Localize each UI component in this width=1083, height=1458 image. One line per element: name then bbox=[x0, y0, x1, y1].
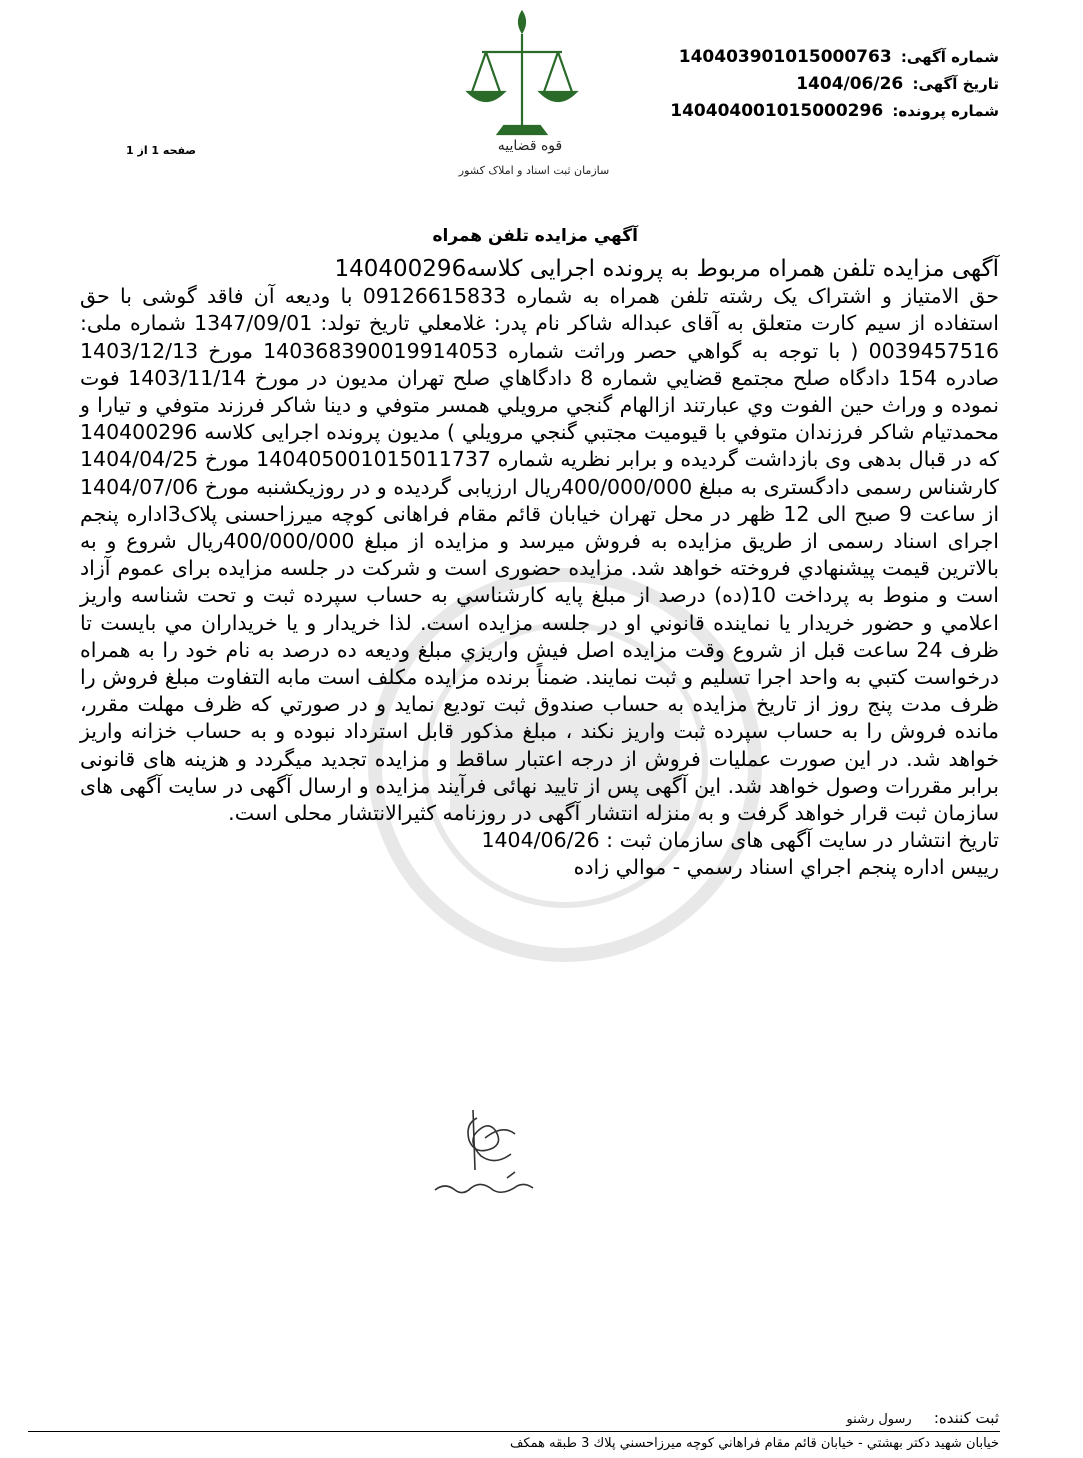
registrar-label: ثبت کننده: bbox=[933, 1409, 999, 1427]
notice-number-row bbox=[599, 44, 999, 71]
emblem-caption-2: سازمان ثبت اسناد و املاک کشور bbox=[458, 164, 610, 177]
case-number-row bbox=[599, 98, 999, 125]
body-signatory: ريیس اداره پنجم اجراي اسناد رسمي - موالي زاده bbox=[573, 855, 999, 880]
footer-divider bbox=[28, 1431, 1000, 1432]
notice-number-value: 14040390101500076‎3 bbox=[678, 47, 892, 67]
case-number-value: 140404001015000296 bbox=[670, 101, 884, 121]
notice-meta bbox=[599, 44, 999, 125]
registrar-line bbox=[846, 1409, 999, 1427]
emblem-caption-1: قوه قضاییه bbox=[497, 138, 563, 154]
handwritten-signature bbox=[415, 1098, 565, 1213]
notice-date-row bbox=[599, 71, 999, 98]
body-intro: آگهی مزایده تلفن همراه مربوط به پرونده اجرایی کلاسه140400296 bbox=[334, 256, 999, 282]
body-main: حق الامتیاز و اشتراک یک رشته تلفن همراه به شماره 09126615833 با ودیعه آن فاقد گوشی با حق استفاده از سیم کارت متعلق به آقای عبداله شاکر نام پدر: غلامعلي تاریخ تولد: 1347/09/01 شماره ملی: 0039457516 ( با توجه به گواهي حصر وراثت شماره 140368390019914053 مورخ 1403/12/13 صادره 154 دادگاه صلح مجتمع قضايي شماره 8 دادگاهاي صلح تهران مديون در مورخ 1403/11/14 فوت نموده و وراث حين الفوت وي عبارتند ازالهام گنجي مرويلي همسر متوفي و دينا شاكر فرزند متوفي و تيارا و محمدتيام شاكر فرزندان متوفي با قيوميت مجتبي گنجي مرويلي ) مدیون پرونده اجرایی کلاسه 140400296 که در قبال بدهی وی بازداشت گردیده و برابر نظریه شماره 140405001015011737 مورخ 1404/04/25 کارشناس رسمی دادگستری به مبلغ 400/000/000ریال ارزیابی گردیده و در روزیکشنبه مورخ 1404/07/06 از ساعت 9 صبح الی 12 ظهر در محل تهران خیابان قائم مقام فراهانی کوچه میرزاحسنی پلاک3اداره پنجم اجرای اسناد رسمی از طریق مزایده به فروش میرسد و مزایده از مبلغ 400/000/000ریال شروع و به بالاترین قیمت پیشنهادي فروخته خواهد شد. مزایده حضوری است و شرکت در جلسه مزایده برای عموم آزاد است و منوط به پرداخت 10(ده) درصد از مبلغ پایه کارشناسي به حساب سپرده ثبت و تحت شناسه واريز اعلامي و حضور خريدار يا نماينده قانوني او در جلسه مزايده است. لذا خريدار و يا خريداران مي بايست تا ظرف 24 ساعت قبل از شروع وقت مزايده اصل فيش واريزي مبلغ وديعه ده درصد به نام خود را به همراه درخواست كتبي به واحد اجرا تسليم و ثبت نمايند. ضمناً برنده مزايده مكلف است مابه التفاوت مبلغ فروش را ظرف مدت پنج روز از تاريخ مزايده به حساب صندوق ثبت توديع نمايد و در صورتي كه ظرف مهلت مقرر، مانده فروش را به حساب سپرده ثبت واريز نكند ، مبلغ مذكور قابل استرداد نبوده و به حساب خزانه واريز خواهد شد. در این صورت عملیات فروش از درجه اعتبار ساقط و مزایده تجدید میگردد و هزینه های قانونی برابر مقررات وصول خواهد شد. این آگهی پس از تایید نهائی فرآیند مزایده و ارسال آگهی در سایت آگهی های سازمان ثبت قرار خواهد گرفت و به منزله انتشار آگهی در روزنامه کثیرالانتشار محلی است. bbox=[80, 284, 1000, 826]
notice-date-label: تاریخ آگهی: bbox=[912, 75, 999, 93]
document-title: آگهي مزايده تلفن همراه bbox=[432, 226, 638, 246]
case-number-label: شماره پرونده: bbox=[892, 102, 999, 120]
footer-address: خيابان شهيد دكتر بهشتي - خيابان قائم مقام فراهاني كوچه ميرزاحسني پلاك 3 طبقه همكف bbox=[509, 1436, 999, 1451]
page-indicator: صفحه 1 از 1 bbox=[126, 144, 197, 157]
body-publication-date: تاریخ انتشار در سایت آگهی های سازمان ثبت : 1404/06/26 bbox=[481, 828, 999, 853]
registrar-name: رسول رشنو bbox=[846, 1412, 912, 1427]
notice-number-label: شماره آگهی: bbox=[900, 48, 999, 66]
notice-body bbox=[80, 256, 999, 882]
notice-date-value: 1404/06/26 bbox=[796, 74, 904, 94]
